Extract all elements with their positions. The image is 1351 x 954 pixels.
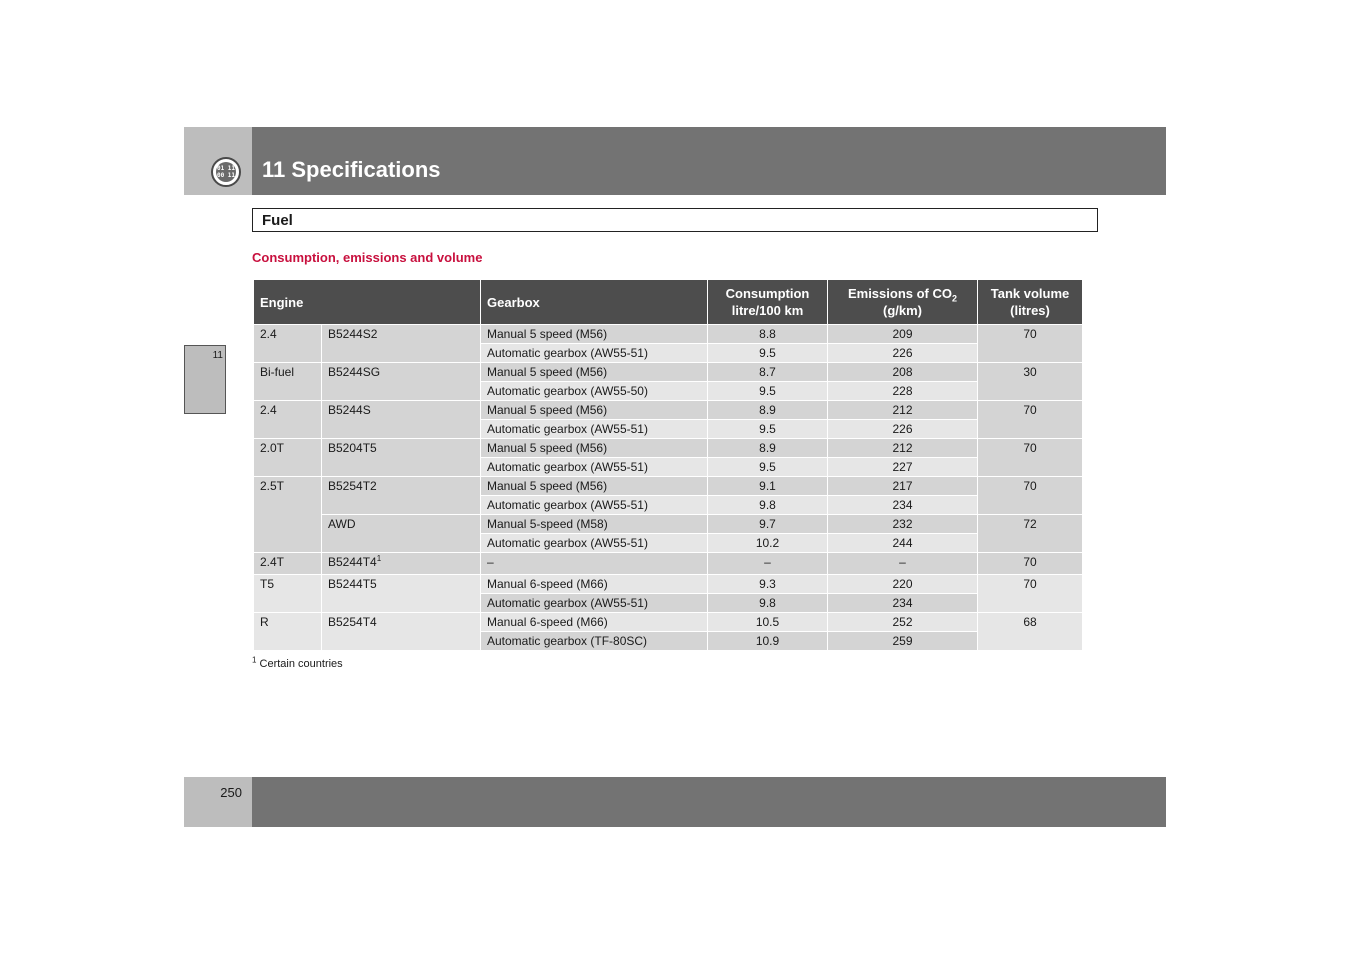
footnote-marker: 1	[252, 655, 257, 665]
header-consumption-line1: Consumption	[725, 286, 810, 301]
table-row	[254, 439, 1082, 458]
co2-cell: 217	[828, 477, 977, 496]
tank-cell: 70	[978, 401, 1082, 439]
engine-code-text: B5244T4	[328, 555, 377, 569]
table-row	[254, 613, 1082, 632]
engine-cell: Bi-fuel	[254, 363, 321, 401]
fuel-spec-table	[253, 280, 1083, 651]
tank-cell: 70	[978, 477, 1082, 515]
chapter-title: 11 Specifications	[262, 157, 441, 182]
engine-code-cell: B5244S2	[322, 325, 480, 363]
engine-cell: 2.5T	[254, 477, 321, 553]
table-row	[254, 363, 1082, 382]
footer-bar	[252, 777, 1166, 827]
engine-code-cell: B5244T5	[322, 575, 480, 613]
page-number: 250	[220, 785, 242, 800]
co2-cell: 220	[828, 575, 977, 594]
engine-code-cell: B5254T4	[322, 613, 480, 651]
gearbox-cell: Automatic gearbox (AW55-51)	[481, 534, 707, 553]
table-row	[254, 553, 1082, 575]
gearbox-cell: Manual 5 speed (M56)	[481, 477, 707, 496]
gearbox-cell: Manual 5 speed (M56)	[481, 439, 707, 458]
gearbox-cell: Automatic gearbox (AW55-51)	[481, 420, 707, 439]
tank-cell: 30	[978, 363, 1082, 401]
tank-cell: 72	[978, 515, 1082, 553]
co2-cell: 234	[828, 496, 977, 515]
consumption-cell: 9.1	[708, 477, 827, 496]
badge-icon-text: 01 11 00 11	[216, 162, 236, 182]
engine-code-cell: B5244S	[322, 401, 480, 439]
engine-cell: 2.4T	[254, 553, 321, 575]
co2-cell: 252	[828, 613, 977, 632]
header-emissions-sub: 2	[952, 293, 958, 304]
co2-cell: 209	[828, 325, 977, 344]
header-consumption	[708, 280, 827, 325]
gearbox-cell: Automatic gearbox (AW55-51)	[481, 496, 707, 515]
co2-cell: 234	[828, 594, 977, 613]
footnote-ref: 1	[376, 554, 382, 563]
co2-cell: 228	[828, 382, 977, 401]
consumption-cell: 8.8	[708, 325, 827, 344]
co2-cell: 212	[828, 439, 977, 458]
gearbox-cell: Automatic gearbox (AW55-51)	[481, 594, 707, 613]
consumption-cell: 9.8	[708, 594, 827, 613]
consumption-cell: 10.9	[708, 632, 827, 651]
engine-cell: R	[254, 613, 321, 651]
table-row	[254, 477, 1082, 496]
header-gearbox: Gearbox	[481, 280, 707, 325]
header-tank-line2: (litres)	[1010, 303, 1050, 318]
header-consumption-line2: litre/100 km	[731, 303, 804, 318]
co2-cell: 232	[828, 515, 977, 534]
footnote	[252, 655, 343, 670]
engine-cell: 2.4	[254, 401, 321, 439]
consumption-cell: 8.7	[708, 363, 827, 382]
consumption-cell: 10.5	[708, 613, 827, 632]
co2-cell: 227	[828, 458, 977, 477]
engine-code-cell: B5254T2	[322, 477, 480, 515]
footer-left-block	[184, 777, 252, 827]
specifications-badge-icon	[211, 157, 241, 187]
header-emissions-prefix: Emissions of CO	[847, 286, 952, 301]
table-row	[254, 575, 1082, 594]
engine-cell: 2.0T	[254, 439, 321, 477]
header-emissions	[828, 280, 977, 325]
header-tank	[978, 280, 1082, 325]
consumption-cell: 9.8	[708, 496, 827, 515]
gearbox-cell: Manual 5-speed (M58)	[481, 515, 707, 534]
consumption-cell: 9.7	[708, 515, 827, 534]
table-row	[254, 515, 1082, 534]
header-left-block	[184, 127, 252, 195]
co2-cell: 212	[828, 401, 977, 420]
footnote-text: Certain countries	[259, 658, 343, 670]
consumption-cell: 9.5	[708, 344, 827, 363]
consumption-cell: –	[708, 553, 827, 575]
engine-cell: T5	[254, 575, 321, 613]
consumption-cell: 10.2	[708, 534, 827, 553]
co2-cell: 226	[828, 344, 977, 363]
gearbox-cell: Automatic gearbox (AW55-51)	[481, 458, 707, 477]
consumption-cell: 9.5	[708, 382, 827, 401]
gearbox-cell: Manual 5 speed (M56)	[481, 325, 707, 344]
tank-cell: 68	[978, 613, 1082, 651]
tank-cell: 70	[978, 553, 1082, 575]
co2-cell: 259	[828, 632, 977, 651]
table-row	[254, 325, 1082, 344]
gearbox-cell: Automatic gearbox (TF-80SC)	[481, 632, 707, 651]
co2-cell: 244	[828, 534, 977, 553]
section-title: Fuel	[262, 212, 293, 229]
table-row	[254, 401, 1082, 420]
header-engine: Engine	[254, 280, 480, 325]
gearbox-cell: Manual 6-speed (M66)	[481, 613, 707, 632]
tank-cell: 70	[978, 575, 1082, 613]
header-tank-line1: Tank volume	[990, 286, 1070, 301]
consumption-cell: 8.9	[708, 401, 827, 420]
engine-cell: 2.4	[254, 325, 321, 363]
consumption-cell: 9.5	[708, 420, 827, 439]
gearbox-cell: –	[481, 553, 707, 575]
engine-code-cell: B5204T5	[322, 439, 480, 477]
consumption-cell: 8.9	[708, 439, 827, 458]
engine-code-cell: AWD	[322, 515, 480, 553]
consumption-cell: 9.5	[708, 458, 827, 477]
header-bar	[252, 127, 1166, 195]
gearbox-cell: Manual 6-speed (M66)	[481, 575, 707, 594]
gearbox-cell: Automatic gearbox (AW55-51)	[481, 344, 707, 363]
chapter-side-tab[interactable]	[184, 345, 226, 414]
section-title-box	[252, 208, 1098, 232]
co2-cell: –	[828, 553, 977, 575]
header-emissions-line2: (g/km)	[883, 303, 922, 318]
consumption-cell: 9.3	[708, 575, 827, 594]
gearbox-cell: Automatic gearbox (AW55-50)	[481, 382, 707, 401]
engine-code-cell	[322, 553, 480, 575]
co2-cell: 208	[828, 363, 977, 382]
side-tab-label: 11	[212, 350, 223, 361]
subheading: Consumption, emissions and volume	[252, 250, 483, 265]
engine-code-cell: B5244SG	[322, 363, 480, 401]
table-header-row	[254, 280, 1082, 325]
tank-cell: 70	[978, 325, 1082, 363]
co2-cell: 226	[828, 420, 977, 439]
gearbox-cell: Manual 5 speed (M56)	[481, 401, 707, 420]
gearbox-cell: Manual 5 speed (M56)	[481, 363, 707, 382]
tank-cell: 70	[978, 439, 1082, 477]
